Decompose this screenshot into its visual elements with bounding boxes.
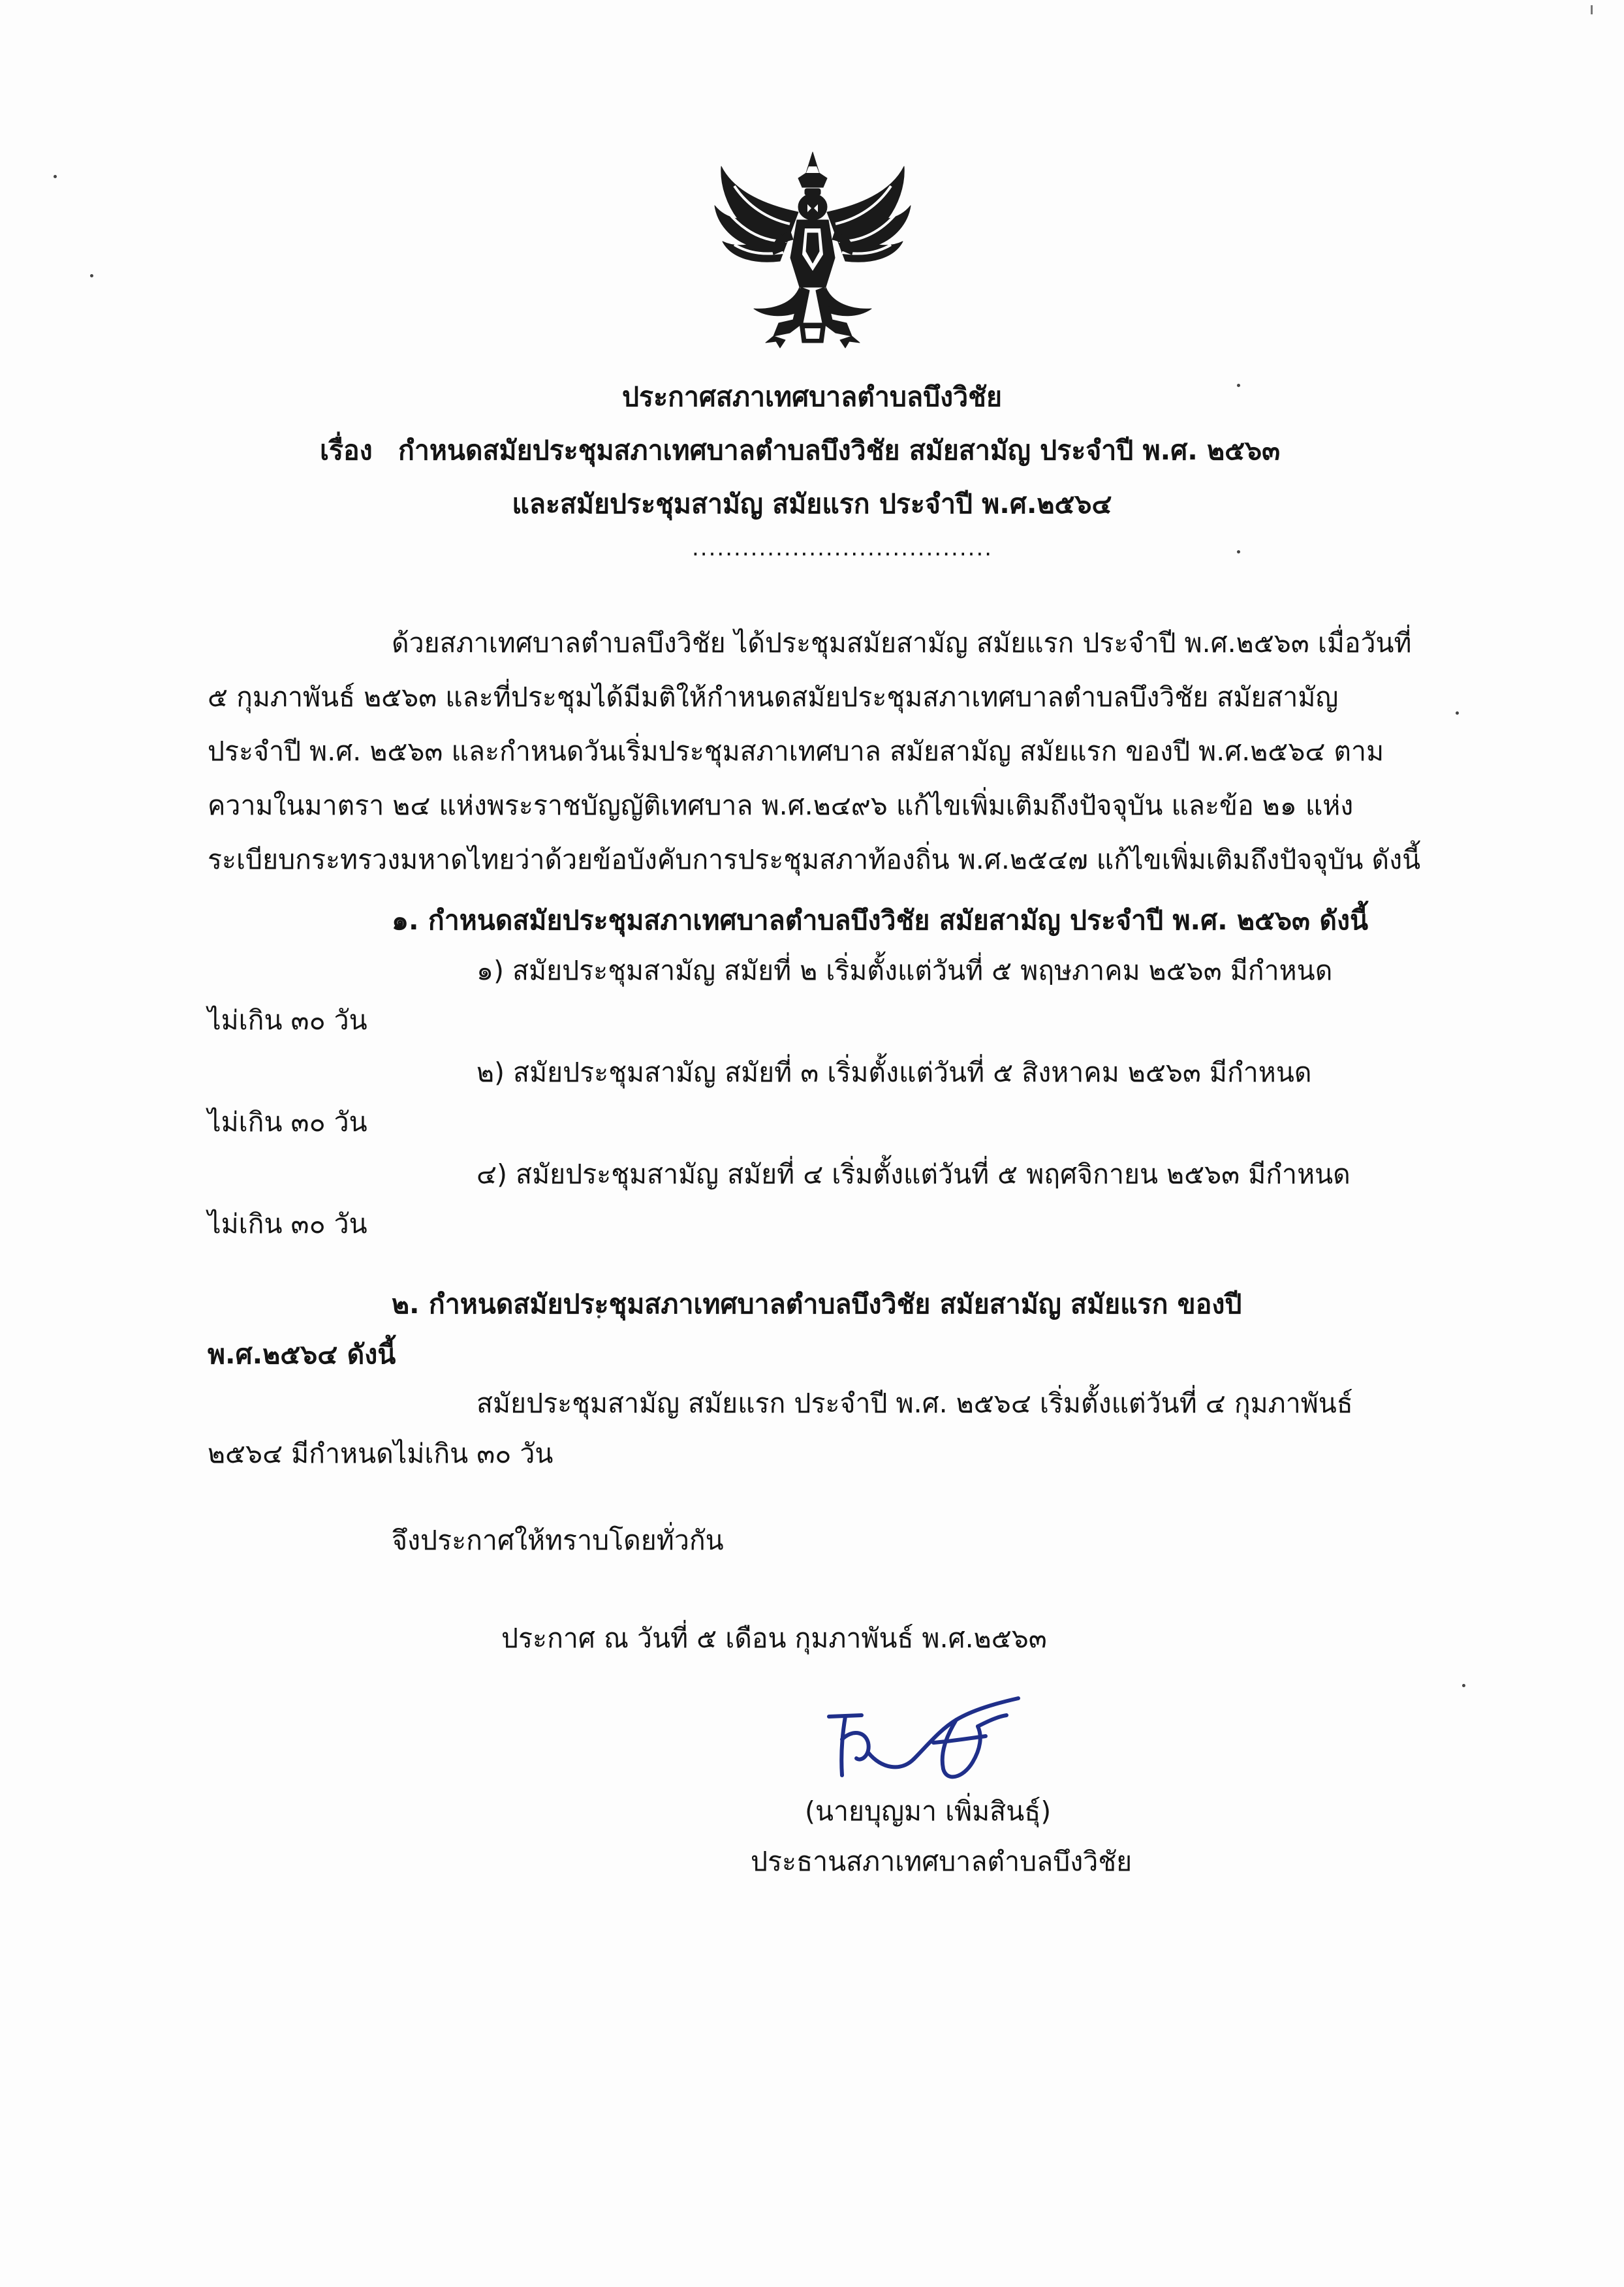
- section1-item-1-cont: ไม่เกิน ๓๐ วัน: [208, 1004, 367, 1036]
- scan-speck: [1462, 1684, 1465, 1687]
- subject-text-line1: กำหนดสมัยประชุมสภาเทศบาลตำบลบึงวิชัย สมัยสามัญ ประจำปี พ.ศ. ๒๕๖๓: [398, 435, 1281, 466]
- section1-item-2: ๒) สมัยประชุมสามัญ สมัยที่ ๓ เริ่มตั้งแต่วันที่ ๕ สิงหาคม ๒๕๖๓ มีกำหนด: [476, 1057, 1312, 1088]
- garuda-emblem-icon: [708, 147, 917, 356]
- closing-statement: จึงประกาศให้ทราบโดยทั่วกัน: [392, 1525, 724, 1556]
- header-separator: ....................................: [692, 535, 993, 561]
- subject-line: [320, 431, 1280, 470]
- handwritten-signature: [816, 1690, 1031, 1788]
- section2-heading-line2: พ.ศ.๒๕๖๔ ดังนี้: [208, 1339, 396, 1370]
- intro-line-3: ประจำปี พ.ศ. ๒๕๖๓ และกำหนดวันเริ่มประชุมสภาเทศบาล สมัยสามัญ สมัยแรก ของปี พ.ศ.๒๕๖๔ ตาม: [208, 736, 1384, 767]
- intro-line-4: ความในมาตรา ๒๔ แห่งพระราชบัญญัติเทศบาล พ.ศ.๒๔๙๖ แก้ไขเพิ่มเติมถึงปัจจุบัน และข้อ ๒๑ แห่ง: [208, 790, 1354, 821]
- section2-text-line1: สมัยประชุมสามัญ สมัยแรก ประจำปี พ.ศ. ๒๕๖๔ เริ่มตั้งแต่วันที่ ๔ กุมภาพันธ์: [476, 1388, 1353, 1419]
- section1-item-2-cont: ไม่เกิน ๓๐ วัน: [208, 1106, 367, 1138]
- scan-edge-mark: [1591, 5, 1593, 14]
- scan-speck: [1456, 711, 1459, 715]
- scan-speck: [1237, 550, 1240, 553]
- intro-line-1: ด้วยสภาเทศบาลตำบลบึงวิชัย ได้ประชุมสมัยสามัญ สมัยแรก ประจำปี พ.ศ.๒๕๖๓ เมื่อวันที่: [392, 627, 1412, 659]
- section1-item-3-cont: ไม่เกิน ๓๐ วัน: [208, 1208, 367, 1239]
- scan-speck: [90, 274, 93, 277]
- section2-heading-line1: ๒. กำหนดสมัยประชุมสภาเทศบาลตำบลบึงวิชัย สมัยสามัญ สมัยแรก ของปี: [392, 1288, 1242, 1320]
- signatory-position: ประธานสภาเทศบาลตำบลบึงวิชัย: [751, 1846, 1132, 1877]
- section2-text-line2: ๒๕๖๔ มีกำหนดไม่เกิน ๓๐ วัน: [208, 1438, 554, 1469]
- announcement-date: ประกาศ ณ วันที่ ๕ เดือน กุมภาพันธ์ พ.ศ.๒๕๖๓: [501, 1623, 1047, 1654]
- section1-item-3: ๔) สมัยประชุมสามัญ สมัยที่ ๔ เริ่มตั้งแต่วันที่ ๕ พฤศจิกายน ๒๕๖๓ มีกำหนด: [476, 1159, 1351, 1190]
- section1-item-1: ๑) สมัยประชุมสามัญ สมัยที่ ๒ เริ่มตั้งแต่วันที่ ๕ พฤษภาคม ๒๕๖๓ มีกำหนด: [476, 955, 1333, 986]
- intro-line-2: ๕ กุมภาพันธ์ ๒๕๖๓ และที่ประชุมได้มีมติให้กำหนดสมัยประชุมสภาเทศบาลตำบลบึงวิชัย สมัยสามัญ: [208, 681, 1339, 713]
- subject-label: เรื่อง: [320, 435, 373, 466]
- subject-text-line2: และสมัยประชุมสามัญ สมัยแรก ประจำปี พ.ศ.๒๕๖๔: [512, 488, 1112, 520]
- intro-line-5: ระเบียบกระทรวงมหาดไทยว่าด้วยข้อบังคับการประชุมสภาท้องถิ่น พ.ศ.๒๕๔๗ แก้ไขเพิ่มเติมถึงปัจจุบัน ดังนี้: [208, 844, 1421, 875]
- signatory-name: (นายบุญมา เพิ่มสินธุ์): [805, 1796, 1052, 1827]
- section1-heading: ๑. กำหนดสมัยประชุมสภาเทศบาลตำบลบึงวิชัย สมัยสามัญ ประจำปี พ.ศ. ๒๕๖๓ ดังนี้: [392, 905, 1368, 936]
- announcement-title: ประกาศสภาเทศบาลตำบลบึงวิชัย: [622, 381, 1002, 412]
- scan-speck: [54, 175, 57, 178]
